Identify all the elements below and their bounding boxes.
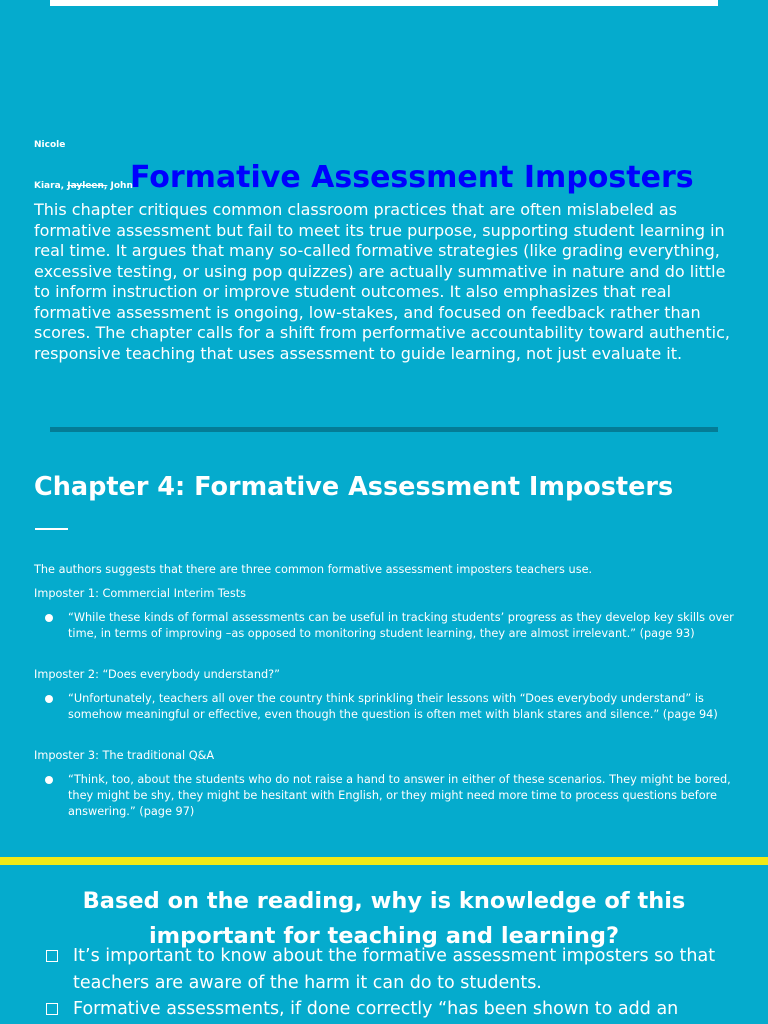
author-name-john: John xyxy=(110,181,133,191)
reflection-question: Based on the reading, why is knowledge of this important for teaching and learning? xyxy=(82,888,686,949)
author-name-nicole: Nicole xyxy=(34,140,66,150)
bullet-dot-icon xyxy=(45,776,53,784)
checkbox-icon xyxy=(46,950,58,962)
imposter-label-1: Imposter 1: Commercial Interim Tests xyxy=(34,587,247,600)
accent-stripe xyxy=(0,857,768,865)
chapter-summary: This chapter critiques common classroom practices that are often mislabeled as formative assessment but fail to meet its true purpose, supporting student learning in real time. It argues that many so-called formative strategies (like grading everything, excessive testing, or using pop quizzes) are actually summative in nature and do little to inform instruction or improve student outcomes. It also emphasizes that real formative assessment is ongoing, low-stakes, and focused on feedback rather than scores. The chapter calls for a shift from performative accountability toward authentic, responsive teaching that uses assessment to guide learning, not just evaluate it. xyxy=(34,200,730,363)
section-divider xyxy=(50,427,718,432)
author-name-kiara: Kiara, xyxy=(34,181,65,191)
imposter-label-3: Imposter 3: The traditional Q&A xyxy=(34,749,215,762)
imposter-quote-2: “Unfortunately, teachers all over the country think sprinkling their lessons with “Does everybody understand” is somehow meaningful or effective, even though the question is often met with blank stares and silence.” (page 94) xyxy=(68,692,718,721)
author-name-jayleen: Jayleen, xyxy=(67,181,108,191)
title-underline-dash xyxy=(35,528,68,530)
bullet-dot-icon xyxy=(45,695,53,703)
page-title: Formative Assessment Imposters xyxy=(130,160,694,195)
top-border-bar xyxy=(50,0,718,6)
imposter-quote-1: “While these kinds of formal assessments can be useful in tracking students’ progress as they develop key skills over time, in terms of improving –as opposed to monitoring student learning, they are almost irrelevant.” (page 93) xyxy=(68,611,734,640)
author-names xyxy=(34,181,133,191)
checkbox-icon xyxy=(46,1003,58,1015)
chapter-title: Chapter 4: Formative Assessment Imposters xyxy=(34,472,674,502)
answer-point-2: Formative assessments, if done correctly “has been shown to add an xyxy=(73,999,679,1019)
answer-point-1: It’s important to know about the formative assessment imposters so that teachers are aware of the harm it can do to students. xyxy=(73,946,716,993)
bullet-dot-icon xyxy=(45,614,53,622)
imposter-quote-3: “Think, too, about the students who do not raise a hand to answer in either of these scenarios. They might be bored, they might be shy, they might be hesitant with English, or they might need more time to process questions before answering.” (page 97) xyxy=(68,773,731,818)
chapter-intro: The authors suggests that there are three common formative assessment imposters teachers use. xyxy=(34,563,593,576)
imposter-label-2: Imposter 2: “Does everybody understand?” xyxy=(34,668,280,681)
